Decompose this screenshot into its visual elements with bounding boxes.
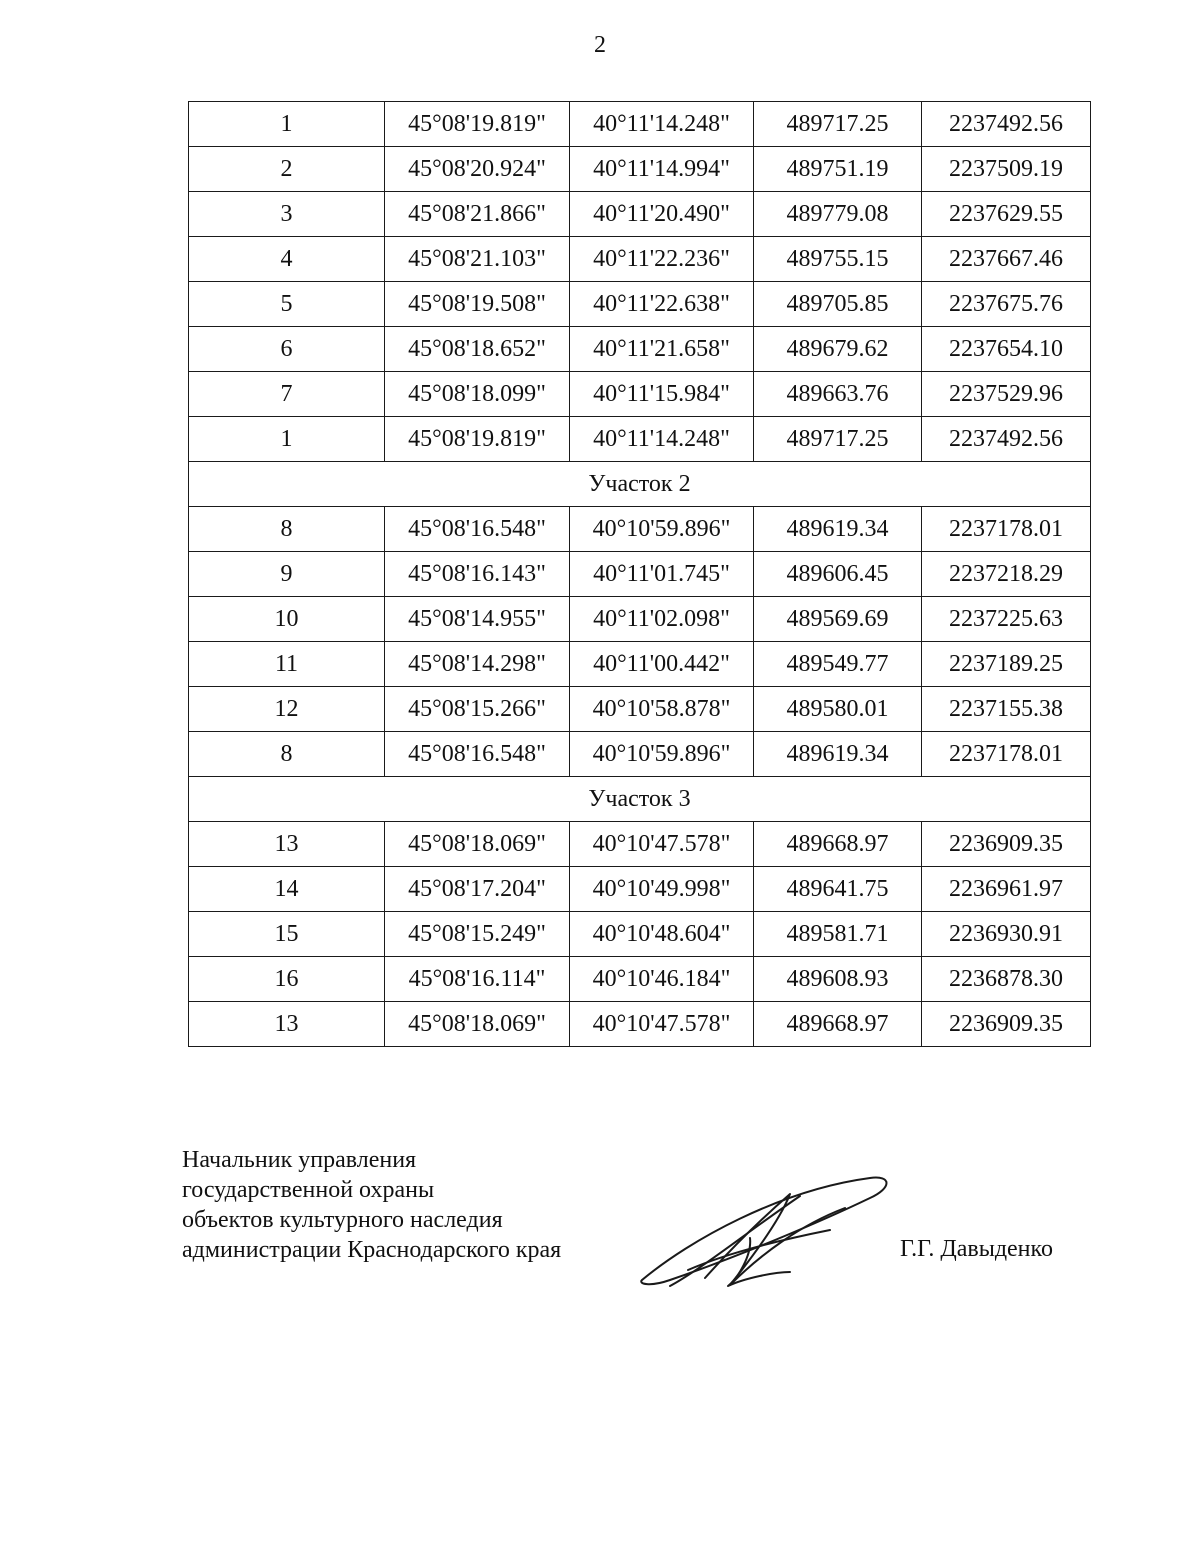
longitude-cell: 40°11'15.984" (570, 372, 754, 417)
table-row (189, 417, 1091, 462)
table-row (189, 912, 1091, 957)
longitude-cell: 40°10'47.578" (570, 822, 754, 867)
point-number-cell: 5 (189, 282, 385, 327)
point-number-cell: 14 (189, 867, 385, 912)
table-row (189, 867, 1091, 912)
y-coordinate-cell: 2236909.35 (922, 822, 1091, 867)
page-number: 2 (594, 32, 606, 58)
section-header-row (189, 462, 1091, 507)
x-coordinate-cell: 489705.85 (754, 282, 922, 327)
longitude-cell: 40°10'58.878" (570, 687, 754, 732)
y-coordinate-cell: 2237492.56 (922, 417, 1091, 462)
table-row (189, 282, 1091, 327)
point-number-cell: 8 (189, 507, 385, 552)
latitude-cell: 45°08'14.955" (385, 597, 570, 642)
y-coordinate-cell: 2236961.97 (922, 867, 1091, 912)
latitude-cell: 45°08'18.069" (385, 822, 570, 867)
longitude-cell: 40°10'49.998" (570, 867, 754, 912)
latitude-cell: 45°08'16.548" (385, 507, 570, 552)
latitude-cell: 45°08'21.103" (385, 237, 570, 282)
y-coordinate-cell: 2237529.96 (922, 372, 1091, 417)
x-coordinate-cell: 489751.19 (754, 147, 922, 192)
table-row (189, 552, 1091, 597)
y-coordinate-cell: 2237629.55 (922, 192, 1091, 237)
table-row (189, 642, 1091, 687)
point-number-cell: 1 (189, 417, 385, 462)
x-coordinate-cell: 489549.77 (754, 642, 922, 687)
point-number-cell: 15 (189, 912, 385, 957)
table-row (189, 732, 1091, 777)
latitude-cell: 45°08'21.866" (385, 192, 570, 237)
x-coordinate-cell: 489668.97 (754, 1002, 922, 1047)
table-row (189, 327, 1091, 372)
longitude-cell: 40°11'14.248" (570, 102, 754, 147)
longitude-cell: 40°11'22.638" (570, 282, 754, 327)
y-coordinate-cell: 2237225.63 (922, 597, 1091, 642)
latitude-cell: 45°08'19.819" (385, 102, 570, 147)
point-number-cell: 12 (189, 687, 385, 732)
signatory-position-line: объектов культурного наследия (182, 1207, 503, 1233)
x-coordinate-cell: 489668.97 (754, 822, 922, 867)
latitude-cell: 45°08'16.143" (385, 552, 570, 597)
latitude-cell: 45°08'15.266" (385, 687, 570, 732)
signatory-position-line: администрации Краснодарского края (182, 1237, 562, 1263)
latitude-cell: 45°08'18.652" (385, 327, 570, 372)
point-number-cell: 8 (189, 732, 385, 777)
table-row (189, 507, 1091, 552)
point-number-cell: 4 (189, 237, 385, 282)
section-title: Участок 2 (189, 462, 1091, 507)
x-coordinate-cell: 489755.15 (754, 237, 922, 282)
x-coordinate-cell: 489641.75 (754, 867, 922, 912)
longitude-cell: 40°11'22.236" (570, 237, 754, 282)
x-coordinate-cell: 489580.01 (754, 687, 922, 732)
latitude-cell: 45°08'14.298" (385, 642, 570, 687)
point-number-cell: 2 (189, 147, 385, 192)
section-header-row (189, 777, 1091, 822)
y-coordinate-cell: 2237155.38 (922, 687, 1091, 732)
point-number-cell: 13 (189, 822, 385, 867)
longitude-cell: 40°11'21.658" (570, 327, 754, 372)
x-coordinate-cell: 489606.45 (754, 552, 922, 597)
point-number-cell: 3 (189, 192, 385, 237)
y-coordinate-cell: 2237178.01 (922, 732, 1091, 777)
longitude-cell: 40°10'59.896" (570, 507, 754, 552)
handwritten-signature (630, 1160, 900, 1300)
latitude-cell: 45°08'20.924" (385, 147, 570, 192)
point-number-cell: 11 (189, 642, 385, 687)
x-coordinate-cell: 489569.69 (754, 597, 922, 642)
point-number-cell: 6 (189, 327, 385, 372)
x-coordinate-cell: 489717.25 (754, 417, 922, 462)
point-number-cell: 7 (189, 372, 385, 417)
latitude-cell: 45°08'16.114" (385, 957, 570, 1002)
point-number-cell: 1 (189, 102, 385, 147)
x-coordinate-cell: 489619.34 (754, 507, 922, 552)
signatory-name: Г.Г. Давыденко (900, 1236, 1053, 1262)
longitude-cell: 40°11'01.745" (570, 552, 754, 597)
longitude-cell: 40°11'02.098" (570, 597, 754, 642)
y-coordinate-cell: 2237509.19 (922, 147, 1091, 192)
point-number-cell: 10 (189, 597, 385, 642)
longitude-cell: 40°11'14.248" (570, 417, 754, 462)
y-coordinate-cell: 2236878.30 (922, 957, 1091, 1002)
longitude-cell: 40°10'48.604" (570, 912, 754, 957)
latitude-cell: 45°08'15.249" (385, 912, 570, 957)
table-row (189, 147, 1091, 192)
longitude-cell: 40°10'47.578" (570, 1002, 754, 1047)
x-coordinate-cell: 489581.71 (754, 912, 922, 957)
table-row (189, 192, 1091, 237)
latitude-cell: 45°08'19.508" (385, 282, 570, 327)
point-number-cell: 13 (189, 1002, 385, 1047)
y-coordinate-cell: 2237654.10 (922, 327, 1091, 372)
y-coordinate-cell: 2237675.76 (922, 282, 1091, 327)
x-coordinate-cell: 489619.34 (754, 732, 922, 777)
coordinates-table-body (189, 102, 1091, 1047)
signatory-position (182, 1145, 561, 1265)
latitude-cell: 45°08'18.069" (385, 1002, 570, 1047)
x-coordinate-cell: 489717.25 (754, 102, 922, 147)
latitude-cell: 45°08'17.204" (385, 867, 570, 912)
longitude-cell: 40°11'20.490" (570, 192, 754, 237)
table-row (189, 1002, 1091, 1047)
y-coordinate-cell: 2237492.56 (922, 102, 1091, 147)
y-coordinate-cell: 2237667.46 (922, 237, 1091, 282)
table-row (189, 372, 1091, 417)
y-coordinate-cell: 2237189.25 (922, 642, 1091, 687)
coordinates-table (188, 101, 1091, 1047)
y-coordinate-cell: 2237218.29 (922, 552, 1091, 597)
longitude-cell: 40°10'59.896" (570, 732, 754, 777)
point-number-cell: 9 (189, 552, 385, 597)
table-row (189, 957, 1091, 1002)
y-coordinate-cell: 2237178.01 (922, 507, 1091, 552)
signatory-position-line: государственной охраны (182, 1177, 435, 1203)
x-coordinate-cell: 489663.76 (754, 372, 922, 417)
x-coordinate-cell: 489608.93 (754, 957, 922, 1002)
table-row (189, 687, 1091, 732)
point-number-cell: 16 (189, 957, 385, 1002)
table-row (189, 822, 1091, 867)
x-coordinate-cell: 489779.08 (754, 192, 922, 237)
y-coordinate-cell: 2236930.91 (922, 912, 1091, 957)
longitude-cell: 40°11'14.994" (570, 147, 754, 192)
table-row (189, 597, 1091, 642)
latitude-cell: 45°08'16.548" (385, 732, 570, 777)
latitude-cell: 45°08'18.099" (385, 372, 570, 417)
table-row (189, 237, 1091, 282)
longitude-cell: 40°10'46.184" (570, 957, 754, 1002)
x-coordinate-cell: 489679.62 (754, 327, 922, 372)
y-coordinate-cell: 2236909.35 (922, 1002, 1091, 1047)
table-row (189, 102, 1091, 147)
section-title: Участок 3 (189, 777, 1091, 822)
longitude-cell: 40°11'00.442" (570, 642, 754, 687)
signatory-position-line: Начальник управления (182, 1147, 417, 1173)
latitude-cell: 45°08'19.819" (385, 417, 570, 462)
